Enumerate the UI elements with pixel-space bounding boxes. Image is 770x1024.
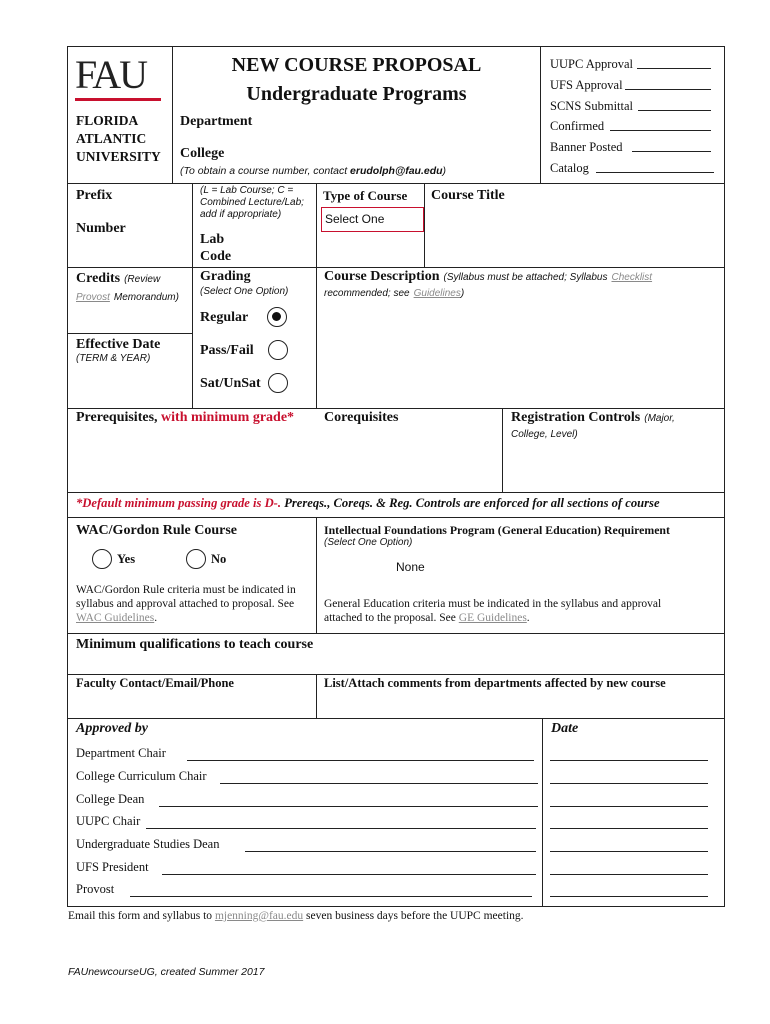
checklist-link[interactable]: Checklist bbox=[611, 272, 653, 283]
page-title: NEW COURSE PROPOSAL bbox=[231, 54, 482, 76]
credits-label: Credits bbox=[76, 271, 121, 286]
effective-date-label: Effective Date bbox=[76, 337, 161, 352]
divider bbox=[67, 333, 192, 334]
divider bbox=[540, 46, 541, 183]
approved-by-label: Approved by bbox=[76, 721, 148, 736]
date-line[interactable] bbox=[550, 806, 708, 807]
department-comments-label: List/Attach comments from departments affected by new course bbox=[324, 676, 666, 690]
approvals-box bbox=[550, 54, 716, 179]
faculty-contact-label: Faculty Contact/Email/Phone bbox=[76, 676, 234, 690]
email-instructions: Email this form and syllabus to mjenning@fau.edu seven business days before the UUPC meeting. bbox=[68, 910, 524, 922]
course-title-label: Course Title bbox=[431, 188, 505, 203]
grading-note: (Select One Option) bbox=[200, 286, 289, 297]
college-label: College bbox=[180, 146, 225, 161]
lab-note: (L = Lab Course; C = Combined Lecture/Lab; add if appropriate) bbox=[200, 185, 304, 220]
divider bbox=[316, 183, 317, 408]
grading-option-passfail-label: Pass/Fail bbox=[200, 343, 254, 358]
wac-label: WAC/Gordon Rule Course bbox=[76, 523, 238, 538]
divider bbox=[67, 408, 725, 409]
contact-note: (To obtain a course number, contact erudolph@fau.edu) bbox=[180, 165, 447, 177]
logo-text: FAU bbox=[75, 52, 147, 97]
effective-date-note: (TERM & YEAR) bbox=[76, 353, 151, 364]
approval-catalog: Catalog bbox=[550, 158, 716, 179]
corequisites-label: Corequisites bbox=[324, 410, 399, 425]
approval-ufs: UFS Approval bbox=[550, 75, 716, 96]
date-line[interactable] bbox=[550, 874, 708, 875]
signature-line[interactable] bbox=[162, 874, 536, 875]
divider bbox=[502, 408, 503, 492]
signature-line[interactable] bbox=[187, 760, 534, 761]
signature-line[interactable] bbox=[146, 828, 536, 829]
signature-row-college-dean: College Dean bbox=[76, 792, 145, 806]
signature-line[interactable] bbox=[245, 851, 536, 852]
email-link[interactable]: mjenning@fau.edu bbox=[214, 910, 304, 922]
course-description-block: Course Description (Syllabus must be attached; Syllabus Checklist recommended; see Guidelines) bbox=[324, 269, 653, 299]
ifp-criteria: General Education criteria must be indicated in the syllabus and approval attached to the proposal. See GE Guidelines. bbox=[324, 598, 662, 624]
signature-line[interactable] bbox=[159, 806, 538, 807]
signature-row-college-curriculum-chair: College Curriculum Chair bbox=[76, 769, 207, 783]
approval-uupc: UUPC Approval bbox=[550, 54, 716, 75]
divider bbox=[67, 633, 725, 634]
department-label: Department bbox=[180, 114, 253, 129]
divider bbox=[67, 492, 725, 493]
fau-logo bbox=[75, 54, 163, 106]
contact-email[interactable]: erudolph@fau.edu bbox=[350, 165, 443, 177]
signature-row-ufs-president: UFS President bbox=[76, 860, 149, 874]
ifp-note: (Select One Option) bbox=[324, 537, 413, 548]
signature-row-provost: Provost bbox=[76, 882, 115, 896]
grading-satunsat-radio[interactable] bbox=[268, 373, 288, 393]
form-version: FAUnewcourseUG, created Summer 2017 bbox=[68, 966, 265, 978]
prefix-label: Prefix bbox=[76, 188, 113, 203]
date-line[interactable] bbox=[550, 828, 708, 829]
type-of-course-label: Type of Course bbox=[323, 188, 408, 203]
date-label: Date bbox=[551, 721, 579, 736]
wac-yes-radio[interactable] bbox=[92, 549, 112, 569]
credits-block: Credits (Review Provost Memorandum) bbox=[76, 271, 179, 303]
min-qualifications-label: Minimum qualifications to teach course bbox=[76, 637, 314, 652]
wac-guidelines-link[interactable]: WAC Guidelines bbox=[76, 612, 155, 624]
signature-row-uupc-chair: UUPC Chair bbox=[76, 814, 141, 828]
ifp-label: Intellectual Foundations Program (General Education) Requirement bbox=[324, 523, 670, 537]
grading-option-satunsat-label: Sat/UnSat bbox=[200, 376, 261, 391]
wac-criteria: WAC/Gordon Rule criteria must be indicated in syllabus and approval attached to proposal. See WAC Guidelines. bbox=[76, 584, 296, 624]
page-subtitle: Undergraduate Programs bbox=[246, 83, 467, 105]
date-line[interactable] bbox=[550, 783, 708, 784]
divider bbox=[67, 674, 725, 675]
divider bbox=[542, 718, 543, 907]
date-line[interactable] bbox=[550, 760, 708, 761]
ge-guidelines-link[interactable]: GE Guidelines bbox=[458, 612, 527, 624]
divider bbox=[316, 674, 317, 718]
default-grade-note: *Default minimum passing grade is D-. Prereqs., Coreqs. & Reg. Controls are enforced for all sections of course bbox=[76, 496, 660, 510]
guidelines-link[interactable]: Guidelines bbox=[413, 288, 461, 299]
date-line[interactable] bbox=[550, 851, 708, 852]
divider bbox=[67, 517, 725, 518]
wac-yes-label: Yes bbox=[117, 552, 136, 566]
divider bbox=[192, 183, 193, 408]
registration-controls: Registration Controls (Major, College, Level) bbox=[511, 410, 675, 440]
wac-no-radio[interactable] bbox=[186, 549, 206, 569]
lab-code-label: Lab Code bbox=[200, 232, 232, 264]
signature-row-undergraduate-studies-dean: Undergraduate Studies Dean bbox=[76, 837, 220, 851]
signature-line[interactable] bbox=[220, 783, 538, 784]
signature-line[interactable] bbox=[130, 896, 532, 897]
divider bbox=[424, 183, 425, 267]
number-label: Number bbox=[76, 221, 126, 236]
approval-confirmed: Confirmed bbox=[550, 116, 716, 137]
divider bbox=[67, 183, 725, 184]
prerequisites-label: Prerequisites, with minimum grade* bbox=[76, 410, 295, 425]
approval-scns: SCNS Submittal bbox=[550, 96, 716, 117]
university-name: FLORIDA ATLANTIC UNIVERSITY bbox=[76, 113, 161, 164]
signature-row-department-chair: Department Chair bbox=[76, 746, 166, 760]
wac-no-label: No bbox=[211, 552, 227, 566]
divider bbox=[316, 517, 317, 633]
ifp-select[interactable]: None bbox=[396, 560, 425, 574]
provost-link[interactable]: Provost bbox=[76, 292, 110, 303]
grading-option-regular-label: Regular bbox=[200, 310, 249, 325]
type-of-course-select[interactable]: Select One bbox=[321, 207, 424, 232]
logo-underline bbox=[75, 98, 161, 101]
divider bbox=[67, 267, 725, 268]
date-line[interactable] bbox=[550, 896, 708, 897]
grading-passfail-radio[interactable] bbox=[268, 340, 288, 360]
grading-regular-radio[interactable] bbox=[267, 307, 287, 327]
grading-label: Grading bbox=[200, 269, 251, 284]
divider bbox=[67, 718, 725, 719]
approval-banner: Banner Posted bbox=[550, 137, 716, 158]
course-description-label: Course Description bbox=[324, 269, 440, 284]
